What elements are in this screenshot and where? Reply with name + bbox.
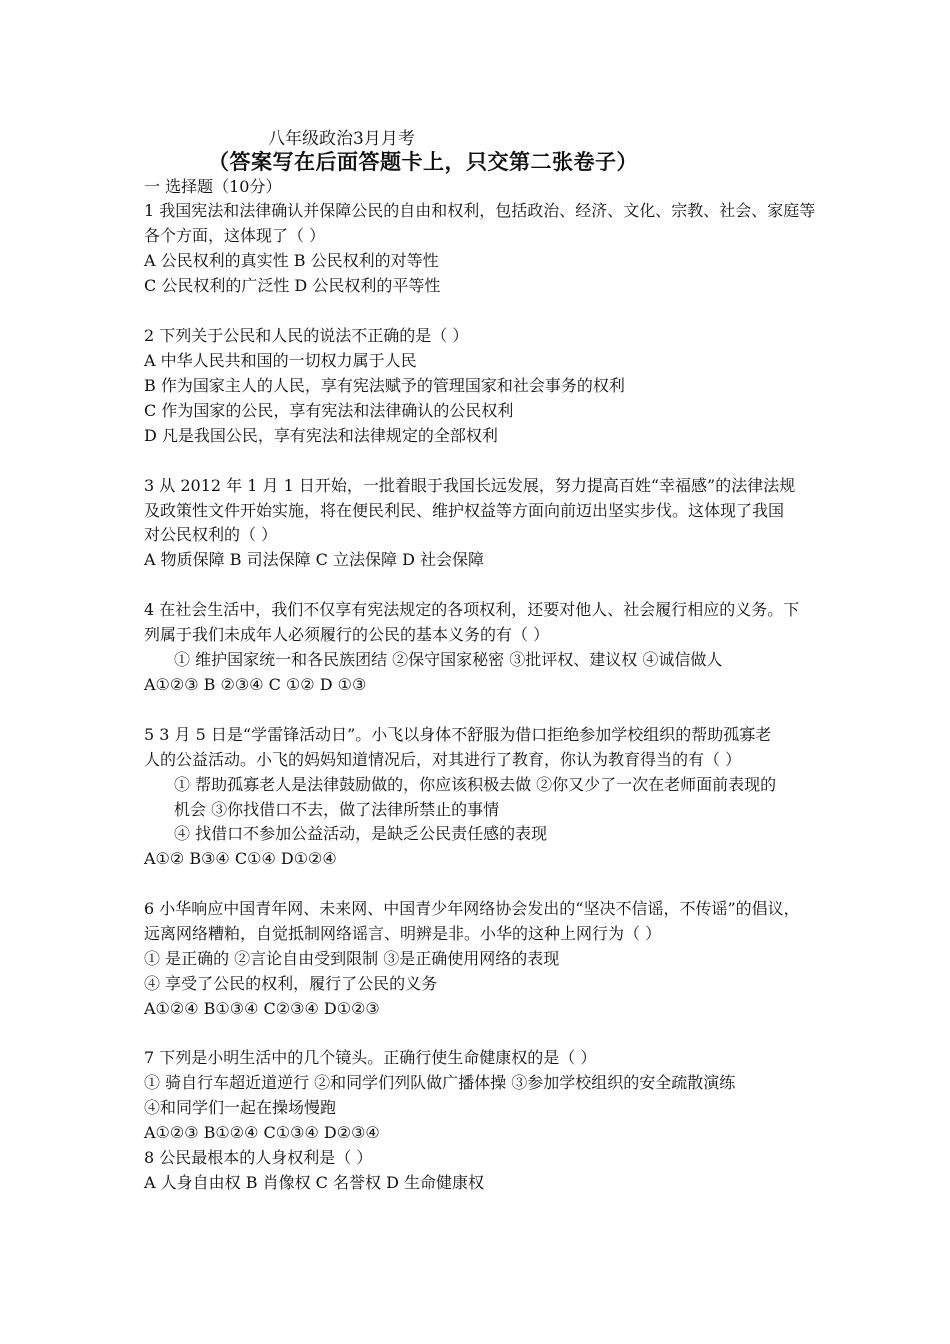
question-2-option: D 凡是我国公民，享有宪法和法律规定的全部权利 — [144, 426, 498, 445]
question-4-item: ① 维护国家统一和各民族团结 ②保守国家秘密 ③批评权、建议权 ④诚信做人 — [174, 650, 723, 669]
question-2-option: B 作为国家主人的人民，享有宪法赋予的管理国家和社会事务的权利 — [144, 376, 625, 395]
question-3-text: 对公民权利的（ ） — [144, 525, 278, 544]
question-6-text: 6 小华响应中国青年网、未来网、中国青少年网络协会发出的“坚决不信谣，不传谣”的倡议， — [144, 899, 800, 918]
question-5-text: 人的公益活动。小飞的妈妈知道情况后，对其进行了教育，你认为教育得当的有（ ） — [144, 750, 742, 769]
question-1-text: 1 我国宪法和法律确认并保障公民的自由和权利，包括政治、经济、文化、宗教、社会、家庭等 — [144, 201, 816, 220]
question-7-item: ④和同学们一起在操场慢跑 — [144, 1098, 337, 1117]
question-5-item: ① 帮助孤寡老人是法律鼓励做的，你应该积极去做 ②你又少了一次在老师面前表现的 — [174, 775, 777, 794]
exam-instruction: （答案写在后面答题卡上，只交第二张卷子） — [208, 149, 638, 174]
question-3-text: 3 从 2012 年 1 月 1 日开始，一批着眼于我国长远发展，努力提高百姓“幸福感”的法律法规 — [144, 476, 796, 495]
question-4-text: 列属于我们未成年人必须履行的公民的基本义务的有（ ） — [144, 625, 550, 644]
question-6-text: 远离网络糟粕，自觉抵制网络谣言、明辨是非。小华的这种上网行为（ ） — [144, 924, 662, 943]
question-7-text: 7 下列是小明生活中的几个镜头。正确行使生命健康权的是（ ） — [144, 1048, 597, 1067]
question-2-option: C 作为国家的公民，享有宪法和法律确认的公民权利 — [144, 401, 514, 420]
question-8-text: 8 公民最根本的人身权利是（ ） — [144, 1148, 373, 1167]
question-5-item: ④ 找借口不参加公益活动，是缺乏公民责任感的表现 — [174, 824, 548, 843]
exam-title: 八年级政治3月月考 — [268, 129, 415, 149]
question-5-item: 机会 ③你找借口不去，做了法律所禁止的事情 — [174, 800, 500, 819]
question-1-option: A 公民权利的真实性 B 公民权利的对等性 — [144, 251, 439, 270]
question-6-option: A①②④ B①③④ C②③④ D①②③ — [144, 999, 380, 1018]
question-4-text: 4 在社会生活中，我们不仅享有宪法规定的各项权利，还要对他人、社会履行相应的义务。下 — [144, 600, 800, 619]
question-4-option: A①②③ B ②③④ C ①② D ①③ — [144, 675, 367, 694]
question-3-text: 及政策性文件开始实施，将在便民利民、维护权益等方面向前迈出坚实步伐。这体现了我国 — [144, 501, 785, 520]
question-2-text: 2 下列关于公民和人民的说法不正确的是（ ） — [144, 326, 469, 345]
question-1-option: C 公民权利的广泛性 D 公民权利的平等性 — [144, 276, 441, 295]
section-heading: 一 选择题（10分） — [144, 177, 282, 196]
question-7-item: ① 骑自行车超近道逆行 ②和同学们列队做广播体操 ③参加学校组织的安全疏散演练 — [144, 1073, 736, 1092]
question-3-option: A 物质保障 B 司法保障 C 立法保障 D 社会保障 — [144, 550, 484, 569]
question-7-option: A①②③ B①②④ C①③④ D②③④ — [144, 1123, 380, 1142]
question-6-item: ① 是正确的 ②言论自由受到限制 ③是正确使用网络的表现 — [144, 949, 560, 968]
question-8-option: A 人身自由权 B 肖像权 C 名誉权 D 生命健康权 — [144, 1173, 484, 1192]
question-5-text: 5 3 月 5 日是“学雷锋活动日”。小飞以身体不舒服为借口拒绝参加学校组织的帮助孤寡老 — [144, 725, 772, 744]
question-6-item: ④ 享受了公民的权利，履行了公民的义务 — [144, 974, 438, 993]
question-2-option: A 中华人民共和国的一切权力属于人民 — [144, 351, 417, 370]
question-5-option: A①② B③④ C①④ D①②④ — [144, 849, 337, 868]
question-1-text: 各个方面，这体现了（ ） — [144, 226, 326, 245]
